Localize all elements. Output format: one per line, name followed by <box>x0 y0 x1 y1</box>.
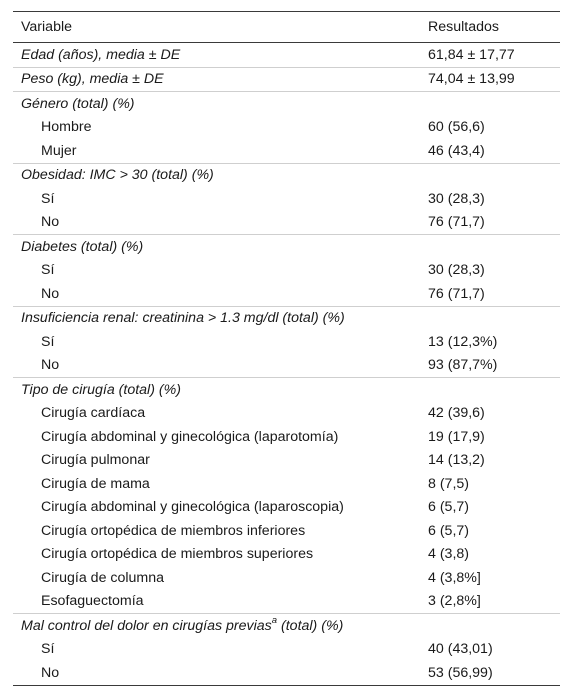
table-row <box>13 590 560 614</box>
row-label-composite <box>13 615 420 634</box>
table-row <box>13 402 560 426</box>
row-label: Peso (kg), media ± DE <box>21 71 164 88</box>
row-value: 76 (71,7) <box>428 285 485 302</box>
row-label: No <box>41 357 60 374</box>
row-label: Mal control del dolor en cirugías previas <box>21 617 272 634</box>
row-label: No <box>41 214 60 231</box>
table-row <box>13 330 560 354</box>
row-value: 3 (2,8%] <box>428 593 481 610</box>
row-label: Cirugía de mama <box>41 475 150 492</box>
row-label: Sí <box>41 262 55 279</box>
row-label: Cirugía ortopédica de miembros inferiores <box>41 522 306 539</box>
row-label-tail: (total) (%) <box>277 617 344 634</box>
table-row <box>13 377 560 402</box>
table-row <box>13 91 560 116</box>
row-value: 19 (17,9) <box>428 428 485 445</box>
row-label: Obesidad: IMC > 30 (total) (%) <box>21 167 214 184</box>
header-variable: Variable <box>21 19 72 35</box>
row-label: Sí <box>41 333 55 350</box>
table-row <box>13 211 560 235</box>
row-label: Cirugía de columna <box>41 569 165 586</box>
row-label: Sí <box>41 641 55 658</box>
row-label: Mujer <box>41 142 77 159</box>
row-value: 61,84 ± 17,77 <box>428 46 515 63</box>
row-value: 6 (5,7) <box>428 522 470 539</box>
row-value: 30 (28,3) <box>428 190 485 207</box>
row-value: 4 (3,8%] <box>428 569 481 586</box>
row-label: Cirugía abdominal y ginecológica (laparotomía) <box>41 428 339 445</box>
table-row <box>13 661 560 685</box>
row-label: Cirugía cardíaca <box>41 405 146 422</box>
row-label: No <box>41 664 60 681</box>
row-value: 46 (43,4) <box>428 142 485 159</box>
table-row <box>13 234 560 259</box>
row-label: Cirugía abdominal y ginecológica (laparoscopia) <box>41 499 344 516</box>
row-label: Cirugía ortopédica de miembros superiores <box>41 546 314 563</box>
table-row <box>13 163 560 188</box>
table-row <box>13 566 560 590</box>
table-row <box>13 259 560 283</box>
row-label: Insuficiencia renal: creatinina > 1.3 mg/dl (total) (%) <box>21 310 345 327</box>
row-label: Esofaguectomía <box>41 593 144 610</box>
row-value: 53 (56,99) <box>428 664 493 681</box>
row-label: Diabetes (total) (%) <box>21 238 144 255</box>
table-row <box>13 43 560 67</box>
table-row <box>13 139 560 163</box>
footnote-marker: a <box>271 615 278 627</box>
row-value: 13 (12,3%) <box>428 333 498 350</box>
row-value: 60 (56,6) <box>428 119 485 136</box>
row-label: Género (total) (%) <box>21 95 135 112</box>
table-row <box>13 496 560 520</box>
row-value: 74,04 ± 13,99 <box>428 71 515 88</box>
table-row <box>13 282 560 306</box>
row-value: 14 (13,2) <box>428 452 485 469</box>
row-label: Tipo de cirugía (total) (%) <box>21 381 181 398</box>
table-row <box>13 67 560 92</box>
results-table <box>13 11 560 686</box>
table-row <box>13 306 560 331</box>
row-value: 4 (3,8) <box>428 546 470 563</box>
table-header <box>13 12 560 43</box>
table-row <box>13 519 560 543</box>
table-row <box>13 638 560 662</box>
table-row <box>13 449 560 473</box>
table-row <box>13 354 560 378</box>
row-label: Edad (años), media ± DE <box>21 46 181 63</box>
row-label: No <box>41 285 60 302</box>
row-value: 40 (43,01) <box>428 641 493 658</box>
row-value: 76 (71,7) <box>428 214 485 231</box>
row-value: 42 (39,6) <box>428 405 485 422</box>
row-value: 30 (28,3) <box>428 262 485 279</box>
table-row <box>13 187 560 211</box>
row-value: 93 (87,7%) <box>428 357 498 374</box>
row-label: Hombre <box>41 119 92 136</box>
table-row <box>13 116 560 140</box>
table-row <box>13 425 560 449</box>
table-row <box>13 543 560 567</box>
table-row <box>13 613 560 638</box>
header-results: Resultados <box>428 19 499 35</box>
row-value: 8 (7,5) <box>428 475 470 492</box>
row-value: 6 (5,7) <box>428 499 470 516</box>
row-label: Sí <box>41 190 55 207</box>
table-row <box>13 472 560 496</box>
row-label: Cirugía pulmonar <box>41 452 150 469</box>
